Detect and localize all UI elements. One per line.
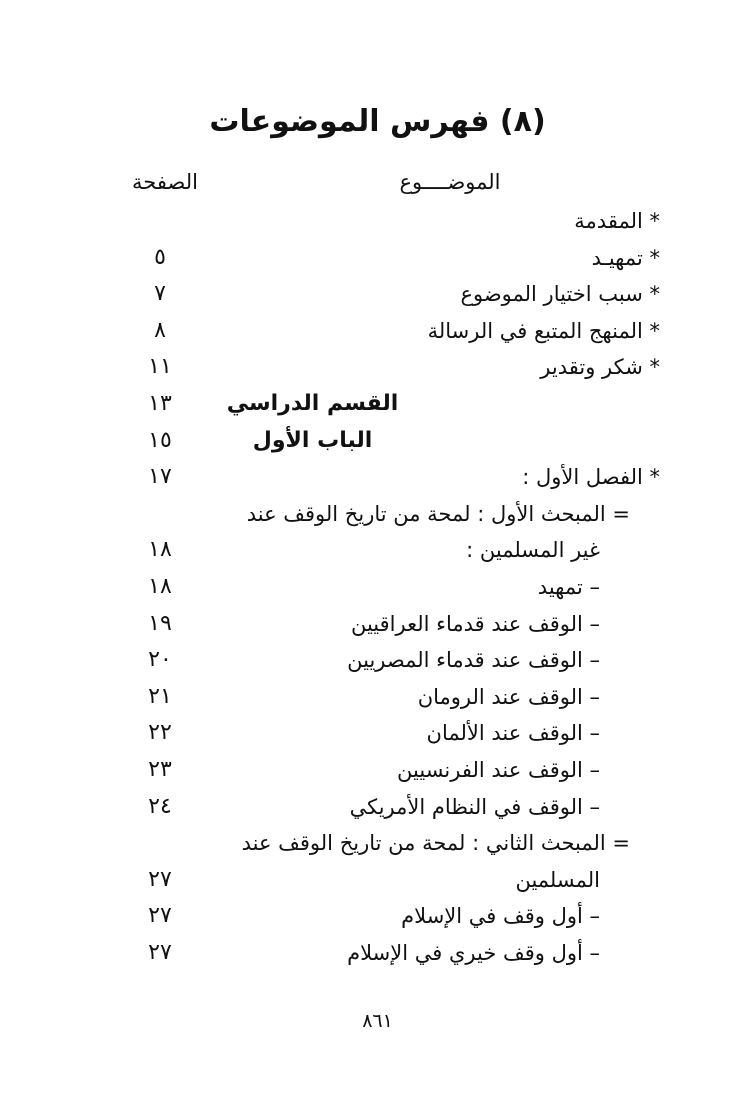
toc-entry-title: – الوقف عند قدماء المصريين xyxy=(347,648,600,673)
toc-entry-page: ١١ xyxy=(148,354,172,380)
toc-entry-page: ٢٤ xyxy=(148,793,172,819)
toc-entry-title: القسم الدراسي xyxy=(226,390,399,416)
toc-entry-title: * الفصل الأول : xyxy=(522,465,660,490)
toc-entry-title: المسلمين xyxy=(515,867,600,892)
toc-entry xyxy=(0,496,755,533)
toc-entry-page: ٢٧ xyxy=(148,903,172,929)
toc-entry xyxy=(0,679,755,716)
toc-entry-title: = المبحث الثاني : لمحة من تاريخ الوقف عند xyxy=(241,831,630,856)
toc-entry xyxy=(0,752,755,789)
toc-entry-page: ١٨ xyxy=(148,573,172,599)
toc-entry-page: ٢٧ xyxy=(148,866,172,892)
toc-entry-title: الباب الأول xyxy=(252,427,373,453)
page-column-header: الصفحة xyxy=(132,170,198,194)
toc-entry xyxy=(0,898,755,935)
toc-entry-page: ٧ xyxy=(154,281,166,307)
toc-list xyxy=(0,203,755,971)
toc-entry xyxy=(0,569,755,606)
toc-entry-page xyxy=(120,203,200,239)
toc-entry-title: غير المسلمين : xyxy=(466,538,600,563)
toc-entry xyxy=(0,203,755,240)
toc-entry-title: * شكر وتقدير xyxy=(540,355,660,380)
toc-section-heading xyxy=(0,423,755,460)
toc-entry-title: * المنهج المتبع في الرسالة xyxy=(427,318,660,343)
toc-entry-page: ١٧ xyxy=(148,464,172,490)
toc-entry-page xyxy=(120,825,200,861)
toc-entry-page: ٨ xyxy=(154,317,166,343)
toc-entry xyxy=(0,276,755,313)
toc-entry-page: ١٥ xyxy=(148,427,172,453)
toc-entry xyxy=(0,459,755,496)
toc-entry-title: – تمهيد xyxy=(537,574,600,599)
toc-entry-title: * المقدمة xyxy=(574,209,660,233)
toc-entry xyxy=(0,532,755,569)
toc-entry-page: ٢٣ xyxy=(148,756,172,782)
toc-entry xyxy=(0,313,755,350)
toc-section-heading xyxy=(0,386,755,423)
toc-entry-page: ٢٠ xyxy=(148,647,172,673)
toc-entry-page: ٢٢ xyxy=(148,720,172,746)
toc-entry-page: ١٨ xyxy=(148,537,172,563)
toc-entry xyxy=(0,642,755,679)
toc-entry-page: ٢١ xyxy=(148,683,172,709)
toc-entry-title: – الوقف عند قدماء العراقيين xyxy=(350,611,600,636)
toc-entry-page: ١٣ xyxy=(148,390,172,416)
toc-entry-title: – أول وقف في الإسلام xyxy=(401,904,600,929)
toc-entry xyxy=(0,825,755,862)
toc-entry xyxy=(0,240,755,277)
toc-entry-page: ٢٧ xyxy=(148,939,172,965)
topic-column-header: الموضــــوع xyxy=(399,170,501,194)
toc-entry xyxy=(0,606,755,643)
toc-entry-title: – أول وقف خيري في الإسلام xyxy=(347,940,600,965)
toc-entry xyxy=(0,349,755,386)
page-number: ٨٦١ xyxy=(362,1010,393,1032)
toc-entry-title: – الوقف في النظام الأمريكي xyxy=(349,794,600,819)
toc-entry-page: ١٩ xyxy=(148,610,172,636)
toc-entry-title: = المبحث الأول : لمحة من تاريخ الوقف عند xyxy=(246,501,630,526)
toc-entry xyxy=(0,935,755,972)
toc-entry-title: * تمهيـد xyxy=(591,245,660,270)
toc-entry-title: * سبب اختيار الموضوع xyxy=(460,282,660,307)
toc-entry xyxy=(0,715,755,752)
page-title: (٨) فهرس الموضوعات xyxy=(209,104,546,139)
toc-entry-title: – الوقف عند الرومان xyxy=(417,684,600,709)
toc-entry xyxy=(0,789,755,826)
toc-entry-title: – الوقف عند الألمان xyxy=(426,721,600,746)
toc-entry-title: – الوقف عند الفرنسيين xyxy=(397,757,600,782)
toc-entry-page: ٥ xyxy=(154,244,166,270)
toc-entry xyxy=(0,862,755,899)
toc-entry-page xyxy=(120,496,200,532)
